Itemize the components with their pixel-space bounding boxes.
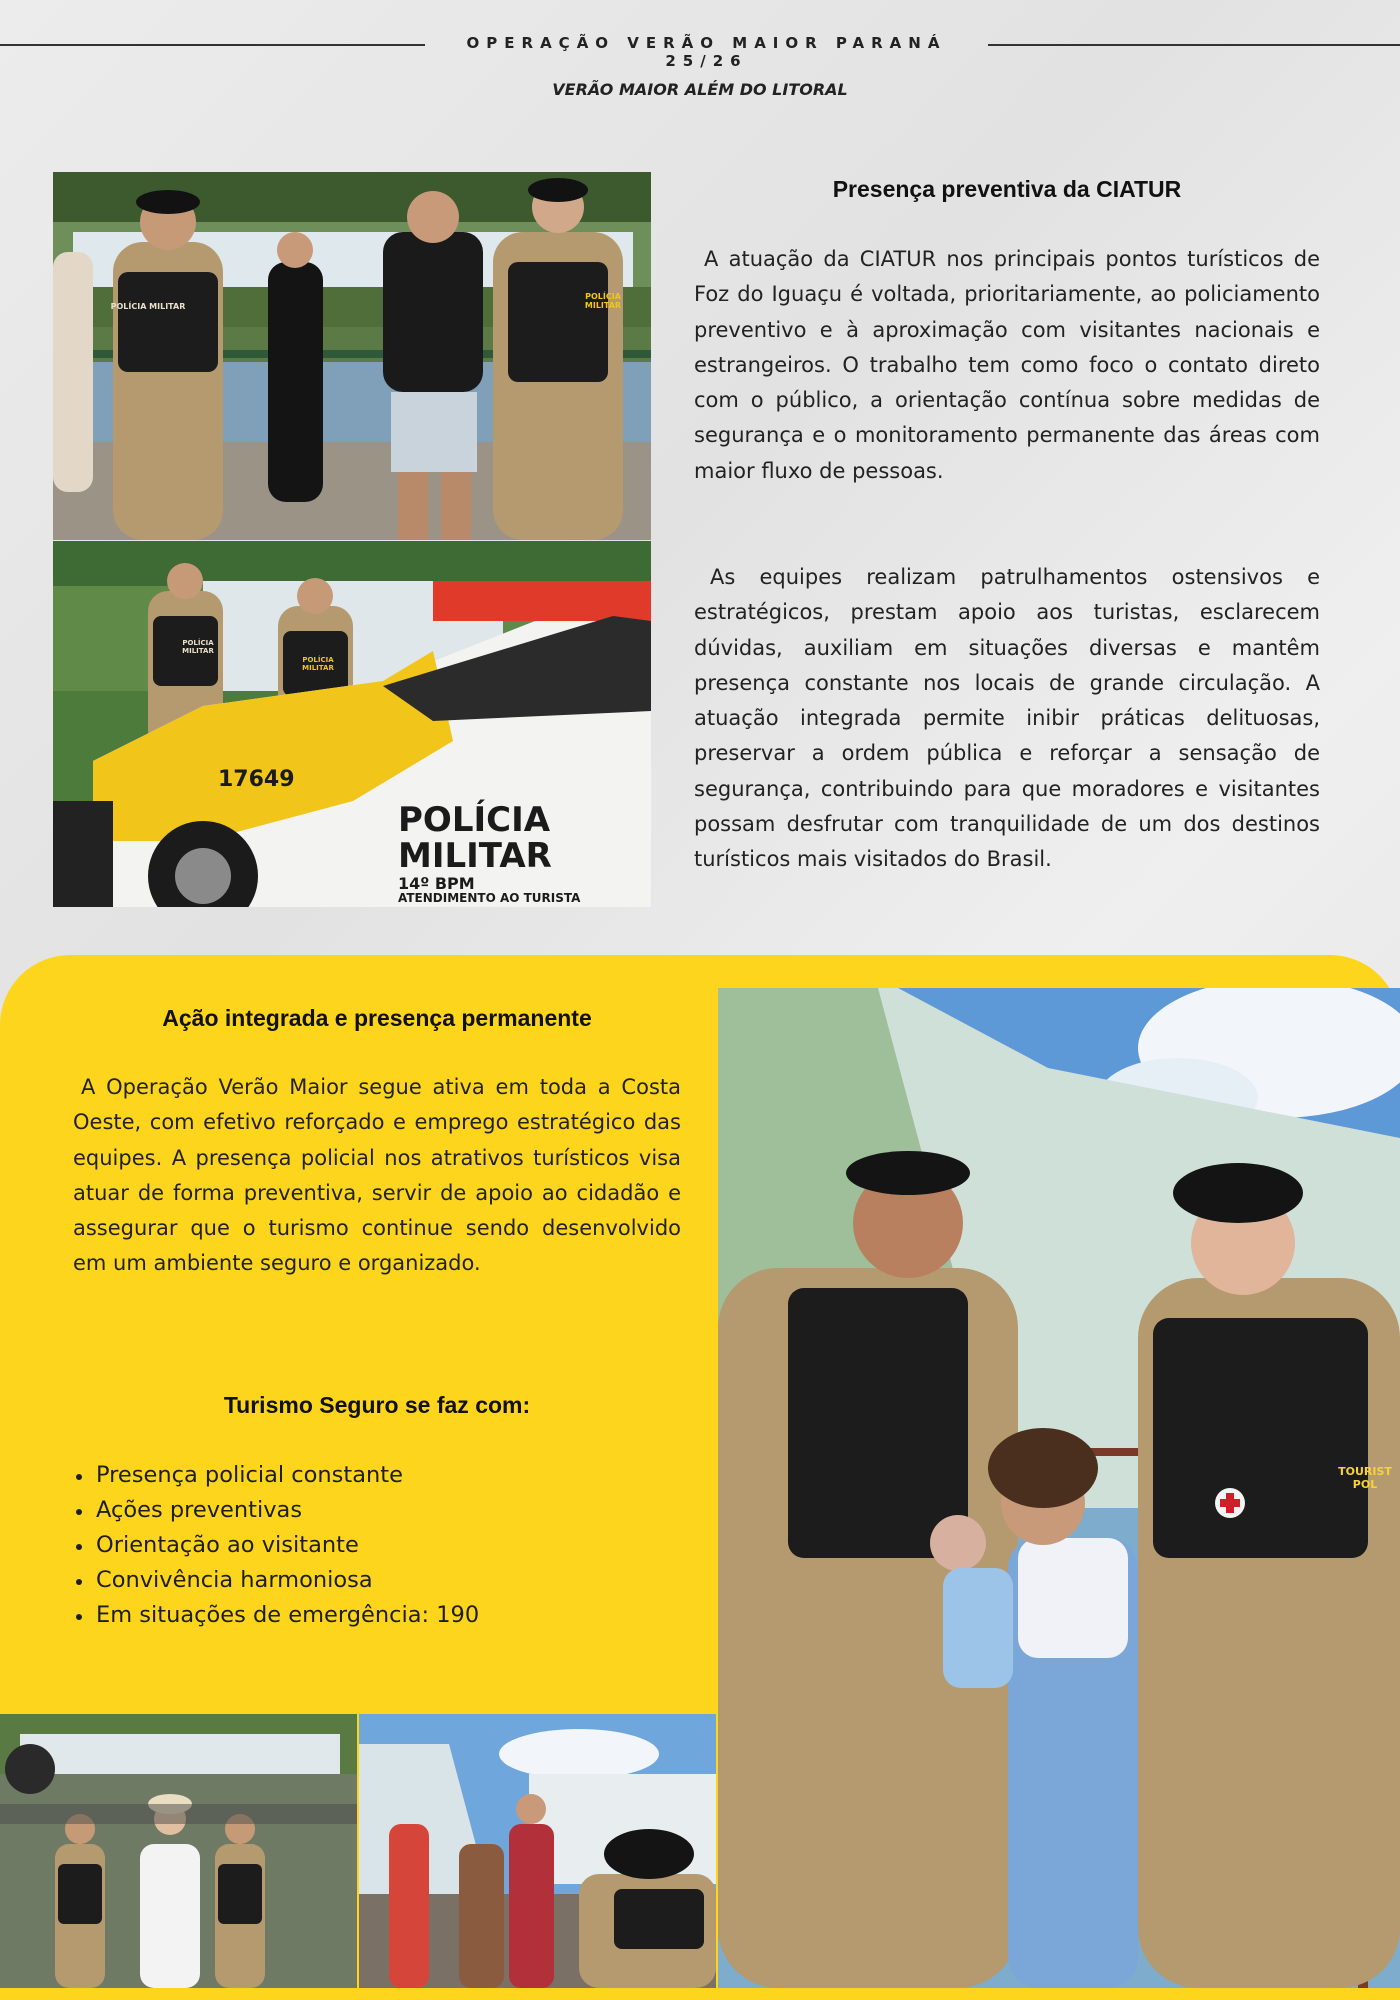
- photo-group-officers: [0, 1714, 357, 1988]
- vest-label-car-right: POLÍCIA MILITAR: [302, 656, 334, 672]
- section-integrated-title: Ação integrada e presença permanente: [162, 1005, 592, 1031]
- vehicle-line2: MILITAR: [398, 836, 552, 876]
- header-rule-right: [988, 44, 1400, 46]
- list-item: Em situações de emergência: 190: [76, 1598, 636, 1633]
- photo-officers-with-child: [718, 988, 1400, 1988]
- list-item: Ações preventivas: [76, 1493, 636, 1528]
- patch-label: TOURIST POL: [1338, 1465, 1392, 1491]
- section-safe-tourism-title: Turismo Seguro se faz com:: [223, 1392, 531, 1418]
- list-item: Presença policial constante: [76, 1458, 636, 1493]
- vehicle-line3: 14º BPM: [398, 874, 475, 893]
- vest-label-car-left: POLÍCIA MILITAR: [182, 639, 214, 655]
- section-ciatur-title: Presença preventiva da CIATUR: [832, 176, 1182, 202]
- header-subtitle: VERÃO MAIOR ALÉM DO LITORAL: [552, 80, 848, 99]
- list-item: Convivência harmoniosa: [76, 1563, 636, 1598]
- section-ciatur-paragraph-1: A atuação da CIATUR nos principais pontos turísticos de Foz do Iguaçu é voltada, prioritariamente, ao policiamento preventivo e à aproximação com visitantes nacionais e estrangeiros. O trabalho tem como foco o contato direto com o público, a orientação contínua sobre medidas de segurança e o monitoramento permanente das áreas com maior fluxo de pessoas.: [694, 247, 1320, 483]
- photo-officers-overlook: [53, 172, 651, 540]
- vest-label-left: POLÍCIA MILITAR: [110, 302, 186, 311]
- vehicle-line1: POLÍCIA: [398, 800, 551, 840]
- vest-label-right: POLÍCIA MILITAR: [584, 292, 622, 310]
- photo-patrol-vehicle: [53, 541, 651, 907]
- photo-tourists-photo: [359, 1714, 716, 1988]
- vehicle-line4: ATENDIMENTO AO TURISTA: [398, 891, 581, 905]
- list-item: Orientação ao visitante: [76, 1528, 636, 1563]
- header-title: OPERAÇÃO VERÃO MAIOR PARANÁ 25/26: [466, 34, 947, 70]
- section-integrated-paragraph: A Operação Verão Maior segue ativa em toda a Costa Oeste, com efetivo reforçado e emprego estratégico das equipes. A presença policial nos atrativos turísticos visa atuar de forma preventiva, servir de apoio ao cidadão e assegurar que o turismo continue sendo desenvolvido em um ambiente seguro e organizado.: [73, 1075, 681, 1276]
- safe-tourism-list: [76, 1458, 636, 1633]
- section-ciatur-paragraph-2: As equipes realizam patrulhamentos ostensivos e estratégicos, prestam apoio aos turistas, esclarecem dúvidas, auxiliam em situações diversas e mantêm presença constante nos locais de grande circulação. A atuação integrada permite inibir práticas delituosas, preservar a ordem pública e reforçar a sensação de segurança, contribuindo para que moradores e visitantes possam desfrutar com tranquilidade de um dos destinos turísticos mais visitados do Brasil.: [694, 565, 1320, 872]
- header-rule-left: [0, 44, 425, 46]
- vehicle-number: 17649: [218, 767, 295, 792]
